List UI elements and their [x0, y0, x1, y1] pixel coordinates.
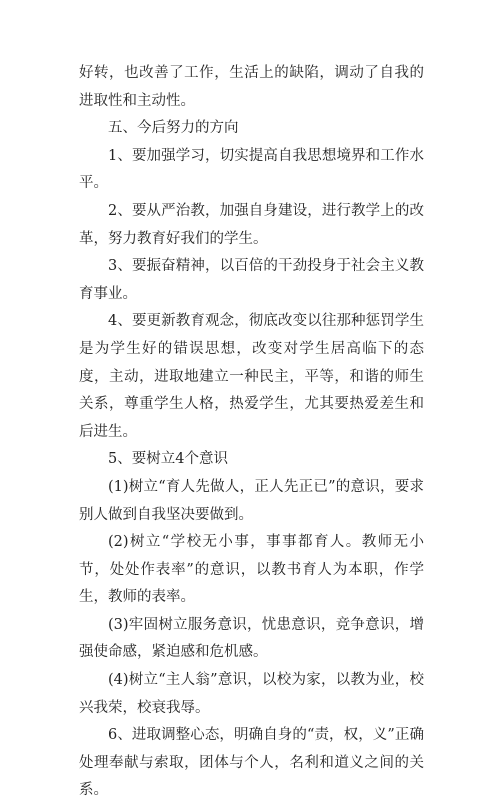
paragraph-continuation: 好转，也改善了工作，生活上的缺陷，调动了自我的进取性和主动性。 [79, 65, 424, 109]
list-item-4: 4、要更新教育观念，彻底改变以往那种惩罚学生是为学生好的错误思想，改变对学生居高临下的态度，主动，进取地建立一种民主，平等，和谐的师生关系，尊重学生人格，热爱学生，尤其要热爱差生和后进生。 [79, 313, 424, 440]
sub-item-1: (1)树立“育人先做人，正人先正已”的意识，要求别人做到自我坚决要做到。 [79, 478, 424, 523]
list-item-1: 1、要加强学习，切实提高自我思想境界和工作水平。 [79, 147, 424, 192]
section-heading: 五、今后努力的方向 [108, 120, 239, 137]
list-item-6: 6、进取调整心态，明确自身的“责，权，义”正确处理奉献与索取，团体与个人，名利和道义之间的关系。 [79, 727, 424, 799]
list-item-2: 2、要从严治教，加强自身建设，进行教学上的改革，努力教育好我们的学生。 [79, 202, 424, 247]
list-item-5: 5、要树立4个意识 [108, 451, 228, 468]
list-item-3: 3、要振奋精神，以百倍的干劲投身于社会主义教育事业。 [79, 258, 424, 302]
sub-item-3: (3)牢固树立服务意识，忧患意识，竞争意识，增强使命感，紧迫感和危机感。 [79, 616, 424, 661]
sub-item-4: (4)树立“主人翁”意识，以校为家，以教为业，校兴我荣，校衰我辱。 [79, 672, 424, 716]
sub-item-2: (2)树立“学校无小事，事事都育人。教师无小节，处处作表率”的意识，以教书育人为本职，作学生，教师的表率。 [79, 534, 424, 606]
